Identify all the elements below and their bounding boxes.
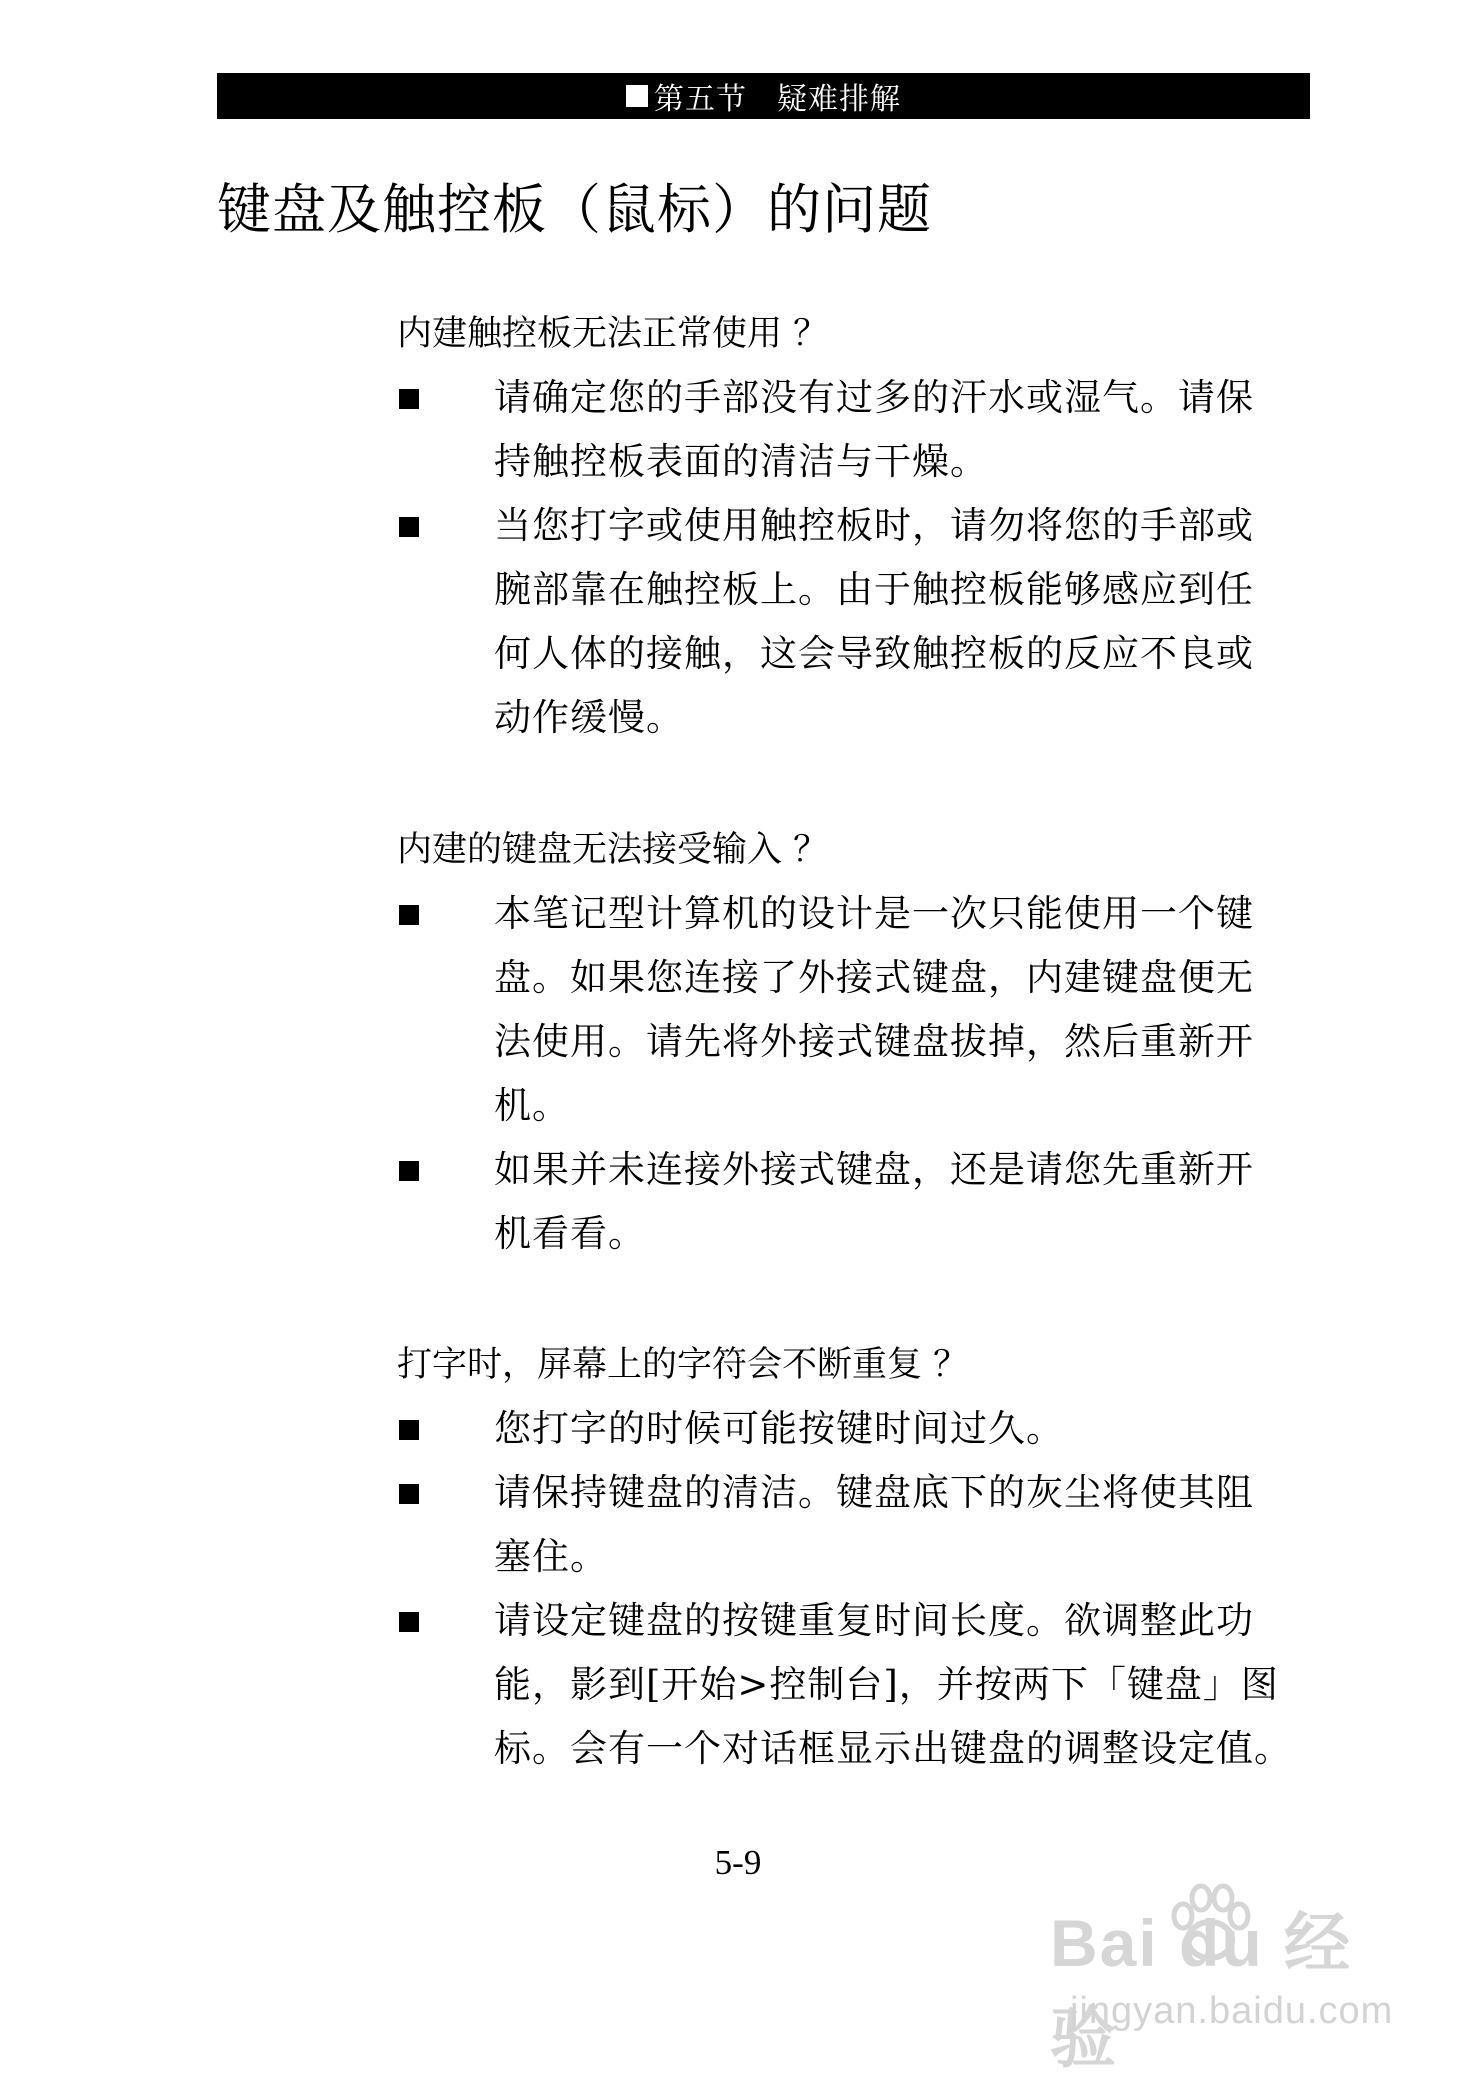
watermark-url: jingyan.baidu.com bbox=[1070, 1990, 1394, 2032]
item-line: 盘。如果您连接了外接式键盘，内建键盘便无 bbox=[494, 956, 1254, 999]
list-item bbox=[397, 1461, 1317, 1589]
header-section: 第五节 bbox=[654, 82, 747, 117]
item-line: 何人体的接触，这会导致触控板的反应不良或 bbox=[494, 632, 1254, 675]
item-line: 标。会有一个对话框显示出键盘的调整设定值。 bbox=[494, 1727, 1292, 1770]
square-bullet-icon bbox=[399, 517, 419, 537]
item-line: 腕部靠在触控板上。由于触控板能够感应到任 bbox=[494, 568, 1254, 611]
list-item bbox=[397, 1397, 1317, 1461]
section-keyboard-input bbox=[397, 818, 1317, 1266]
bullet-list bbox=[397, 882, 1317, 1266]
list-item bbox=[397, 1589, 1317, 1781]
section-heading: 打字时，屏幕上的字符会不断重复 ？ bbox=[397, 1345, 969, 1385]
bullet-list bbox=[397, 366, 1317, 750]
item-line: 请设定键盘的按键重复时间长度。欲调整此功 bbox=[494, 1599, 1254, 1642]
header-bar bbox=[217, 73, 1310, 119]
section-key-repeat bbox=[397, 1333, 1317, 1781]
item-line: 请确定您的手部没有过多的汗水或湿气。请保 bbox=[494, 376, 1254, 419]
paw-icon bbox=[1165, 1880, 1255, 1970]
section-heading: 内建的键盘无法接受输入 ？ bbox=[397, 830, 829, 870]
item-line: 机。 bbox=[494, 1084, 570, 1127]
page-title: 键盘及触控板（鼠标）的问题 bbox=[217, 178, 932, 241]
list-item bbox=[397, 1138, 1317, 1266]
watermark-logo: Bai du 经验 bbox=[1050, 1906, 1353, 2075]
item-line: 当您打字或使用触控板时，请勿将您的手部或 bbox=[494, 504, 1254, 547]
square-bullet-icon bbox=[399, 1612, 419, 1632]
square-bullet-icon bbox=[399, 389, 419, 409]
square-bullet-icon bbox=[399, 1161, 419, 1181]
item-line: 能，影到[开始>控制台]，并按两下「键盘」图 bbox=[494, 1663, 1279, 1706]
bullet-list bbox=[397, 1397, 1317, 1781]
item-line: 机看看。 bbox=[494, 1212, 646, 1255]
item-line: 请保持键盘的清洁。键盘底下的灰尘将使其阻 bbox=[494, 1471, 1254, 1514]
header-square-icon bbox=[626, 85, 648, 107]
header-title: 疑难排解 bbox=[777, 82, 901, 117]
square-bullet-icon bbox=[399, 1484, 419, 1504]
page-number: 5-9 bbox=[714, 1843, 762, 1882]
item-line: 动作缓慢。 bbox=[494, 696, 684, 739]
item-line: 塞住。 bbox=[494, 1535, 608, 1578]
section-heading: 内建触控板无法正常使用 ？ bbox=[397, 314, 829, 354]
baidu-watermark bbox=[1050, 1870, 1410, 2075]
item-line: 持触控板表面的清洁与干燥。 bbox=[494, 440, 988, 483]
item-line: 如果并未连接外接式键盘，还是请您先重新开 bbox=[494, 1148, 1254, 1191]
list-item bbox=[397, 366, 1317, 494]
item-line: 本笔记型计算机的设计是一次只能使用一个键 bbox=[494, 892, 1254, 935]
square-bullet-icon bbox=[399, 1420, 419, 1440]
list-item bbox=[397, 882, 1317, 1138]
item-line: 法使用。请先将外接式键盘拔掉，然后重新开 bbox=[494, 1020, 1254, 1063]
item-line: 您打字的时候可能按键时间过久。 bbox=[494, 1407, 1064, 1450]
square-bullet-icon bbox=[399, 905, 419, 925]
list-item bbox=[397, 494, 1317, 750]
section-touchpad bbox=[397, 302, 1317, 750]
